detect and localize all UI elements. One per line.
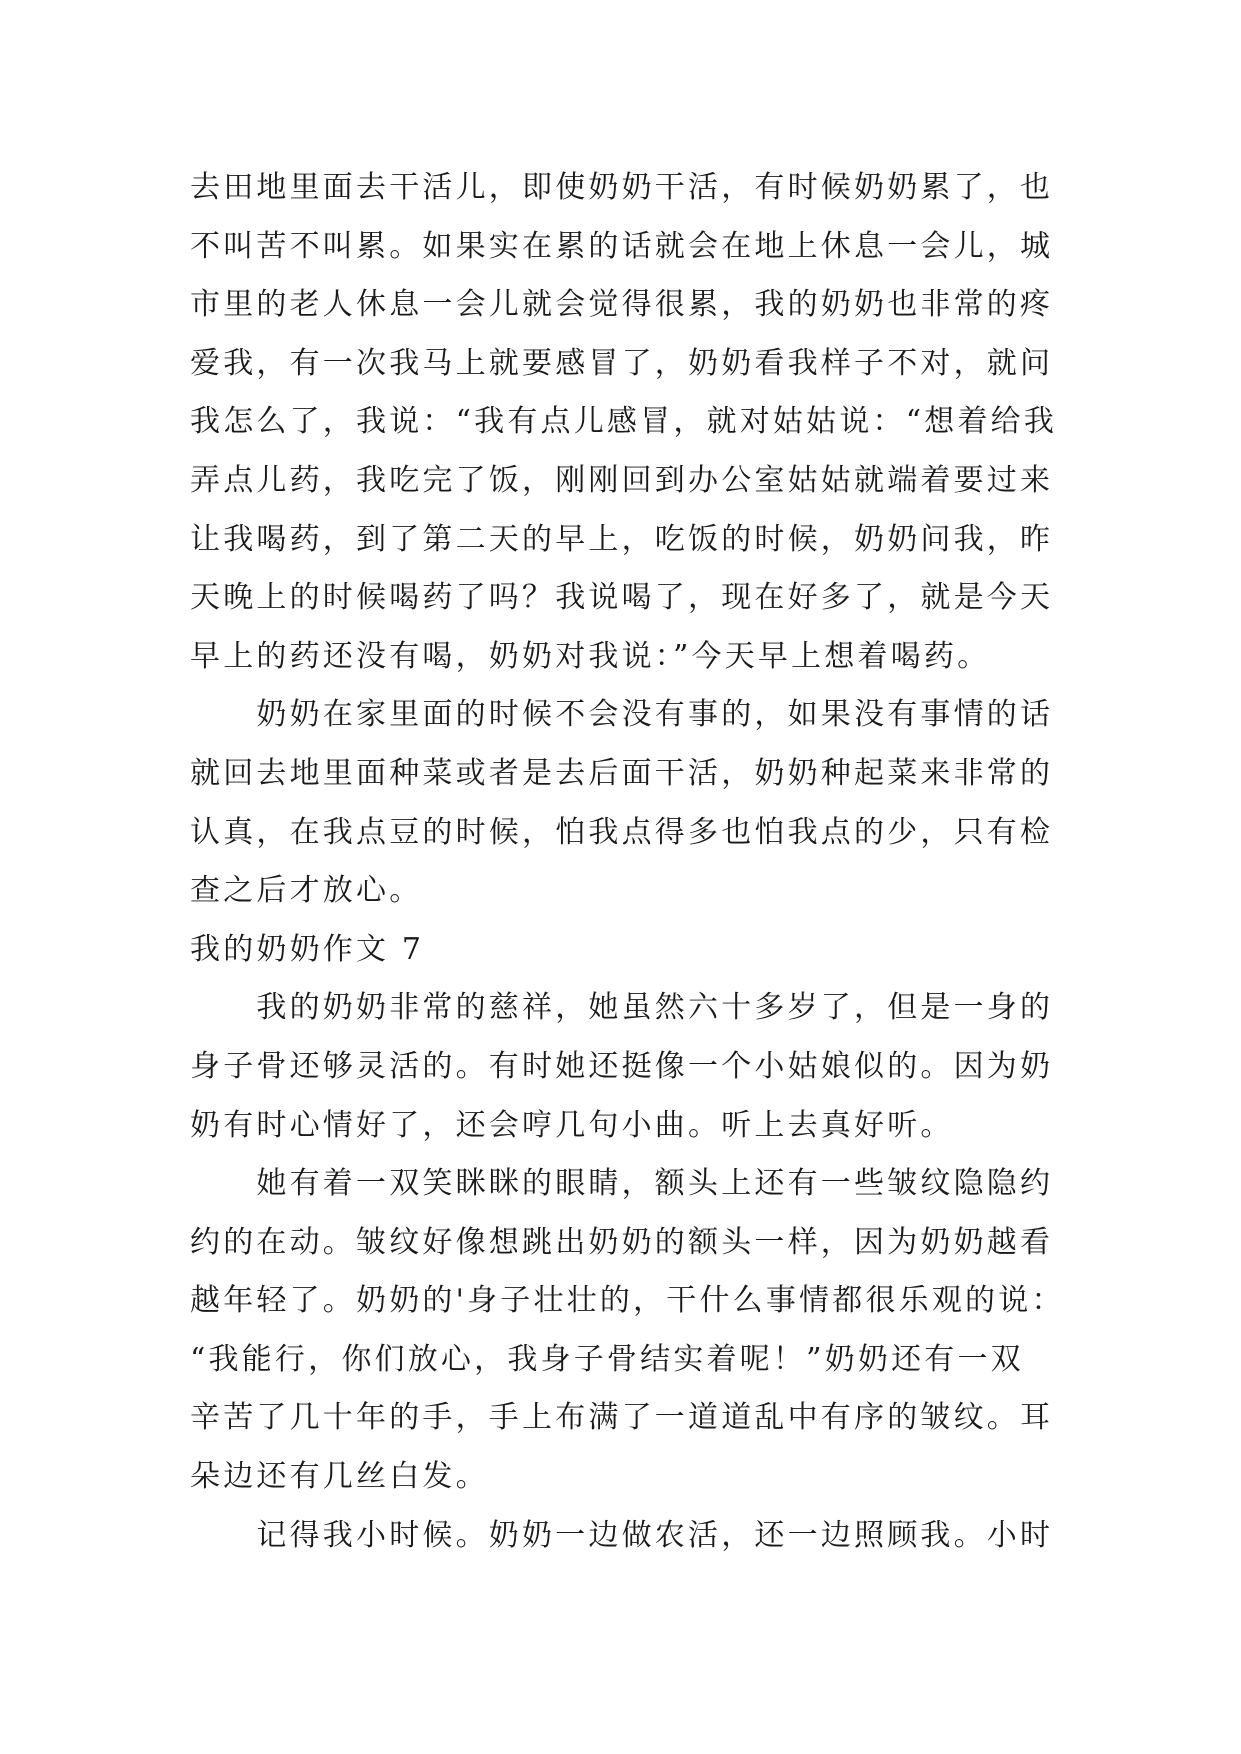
section-heading: 我的奶奶作文 7 <box>190 931 425 967</box>
text-line: 爱我，有一次我马上就要感冒了，奶奶看我样子不对，就问 <box>190 345 1054 381</box>
text-line: 身子骨还够灵活的。有时她还挺像一个小姑娘似的。因为奶 <box>190 1048 1054 1084</box>
text-line: 早上的药还没有喝，奶奶对我说：”今天早上想着喝药。 <box>190 638 991 674</box>
text-line: 朵边还有几丝白发。 <box>190 1459 489 1495</box>
text-line: 奶奶在家里面的时候不会没有事的，如果没有事情的话 <box>190 697 1054 733</box>
text-line: 辛苦了几十年的手，手上布满了一道道乱中有序的皱纹。耳 <box>190 1400 1054 1436</box>
document-body <box>190 159 1090 1565</box>
text-line: 市里的老人休息一会儿就会觉得很累，我的奶奶也非常的疼 <box>190 287 1054 323</box>
text-line: 天晚上的时候喝药了吗？我说喝了，现在好多了，就是今天 <box>190 580 1054 616</box>
text-line: 认真，在我点豆的时候，怕我点得多也怕我点的少，只有检 <box>190 814 1054 850</box>
text-line: 我怎么了，我说：“我有点儿感冒，就对姑姑说：“想着给我 <box>190 404 1058 440</box>
text-line: 就回去地里面种菜或者是去后面干活，奶奶种起菜来非常的 <box>190 755 1054 791</box>
text-line: 弄点儿药，我吃完了饭，刚刚回到办公室姑姑就端着要过来 <box>190 462 1054 498</box>
text-line: 记得我小时候。奶奶一边做农活，还一边照顾我。小时 <box>190 1517 1054 1553</box>
text-line: 我的奶奶非常的慈祥，她虽然六十多岁了，但是一身的 <box>190 990 1054 1026</box>
text-line: 去田地里面去干活儿，即使奶奶干活，有时候奶奶累了，也 <box>190 170 1054 205</box>
text-line: 她有着一双笑眯眯的眼睛，额头上还有一些皱纹隐隐约 <box>190 1166 1054 1202</box>
text-line: 让我喝药，到了第二天的早上，吃饭的时候，奶奶问我，昨 <box>190 521 1054 557</box>
text-line: 越年轻了。奶奶的'身子壮壮的，干什么事情都很乐观的说： <box>190 1283 1065 1319</box>
text-line: 不叫苦不叫累。如果实在累的话就会在地上休息一会儿，城 <box>190 228 1054 264</box>
text-line: 奶有时心情好了，还会哼几句小曲。听上去真好听。 <box>190 1107 954 1143</box>
text-line: 约的在动。皱纹好像想跳出奶奶的额头一样，因为奶奶越看 <box>190 1224 1054 1260</box>
text-line: 查之后才放心。 <box>190 873 423 909</box>
text-line: “我能行，你们放心，我身子骨结实着呢！”奶奶还有一双 <box>190 1341 1024 1377</box>
